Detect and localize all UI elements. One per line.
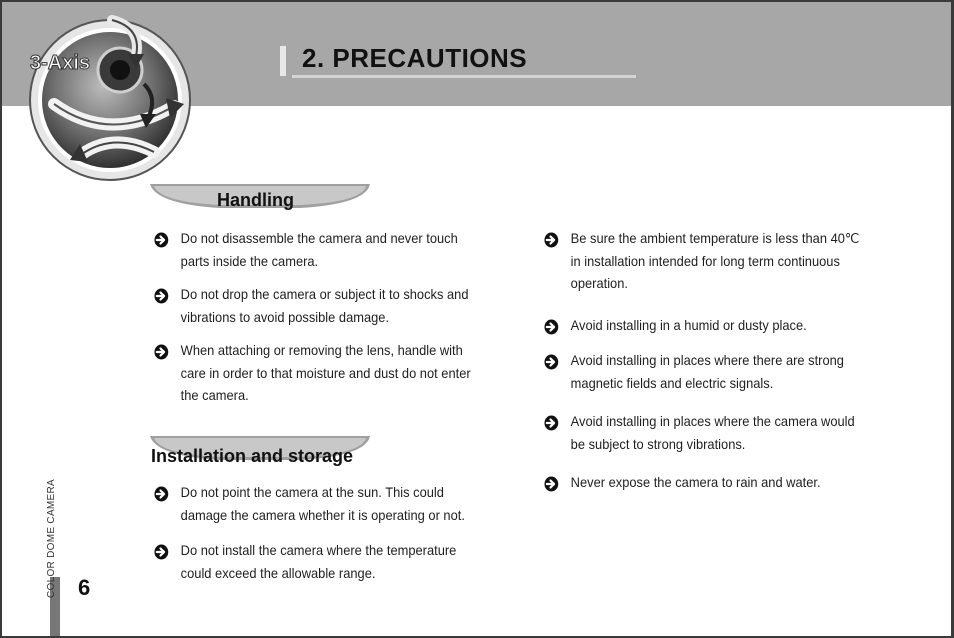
page-title-block (280, 42, 638, 80)
list-item-text: Be sure the ambient temperature is less than 40℃ in installation intended for long term continuous operation. (570, 230, 860, 291)
list-item (544, 314, 866, 337)
arrow-bullet-icon (154, 544, 169, 560)
arrow-bullet-icon (544, 476, 559, 492)
list-item (154, 539, 485, 584)
arrow-bullet-icon (544, 232, 559, 248)
list-item (544, 471, 866, 494)
list-item (154, 339, 485, 407)
page-title: 2. PRECAUTIONS (302, 43, 528, 73)
list-item (154, 283, 485, 328)
list-item-text: Do not drop the camera or subject it to shocks and vibrations to avoid possible damage. (180, 286, 469, 325)
list-item-text: Do not point the camera at the sun. This could damage the camera whether it is operating or not. (180, 484, 465, 523)
arrow-bullet-icon (154, 486, 169, 502)
three-axis-logo (24, 14, 196, 186)
arrow-bullet-icon (154, 288, 169, 304)
arrow-bullet-icon (154, 344, 169, 360)
section-heading-installation: Installation and storage (151, 446, 354, 466)
title-accent-bar (280, 46, 286, 76)
list-item (544, 349, 866, 394)
list-item-text: Avoid installing in places where there are strong magnetic fields and electric signals. (570, 352, 844, 391)
list-item-text: Avoid installing in a humid or dusty place. (570, 317, 807, 333)
list-item-text: Never expose the camera to rain and water. (570, 474, 821, 490)
list-item-text: Do not disassemble the camera and never touch parts inside the camera. (180, 230, 458, 269)
arrow-bullet-icon (154, 232, 169, 248)
list-item (544, 410, 866, 455)
list-item-text: When attaching or removing the lens, handle with care in order to that moisture and dust do not enter the camera. (180, 342, 471, 403)
arrow-bullet-icon (544, 354, 559, 370)
arrow-bullet-icon (544, 415, 559, 431)
list-item (154, 481, 485, 526)
list-item (154, 227, 485, 272)
list-item-text: Do not install the camera where the temperature could exceed the allowable range. (180, 542, 457, 581)
list-item (544, 227, 866, 295)
arrow-bullet-icon (544, 319, 559, 335)
logo-label: 3-Axis (30, 52, 91, 74)
section-heading-handling: Handling (217, 190, 294, 210)
three-axis-rotation-icon (24, 14, 196, 186)
title-underline (292, 75, 636, 78)
page-number: 6 (78, 575, 91, 600)
list-item-text: Avoid installing in places where the camera would be subject to strong vibrations. (570, 413, 855, 452)
side-label: COLOR DOME CAMERA (46, 478, 57, 598)
